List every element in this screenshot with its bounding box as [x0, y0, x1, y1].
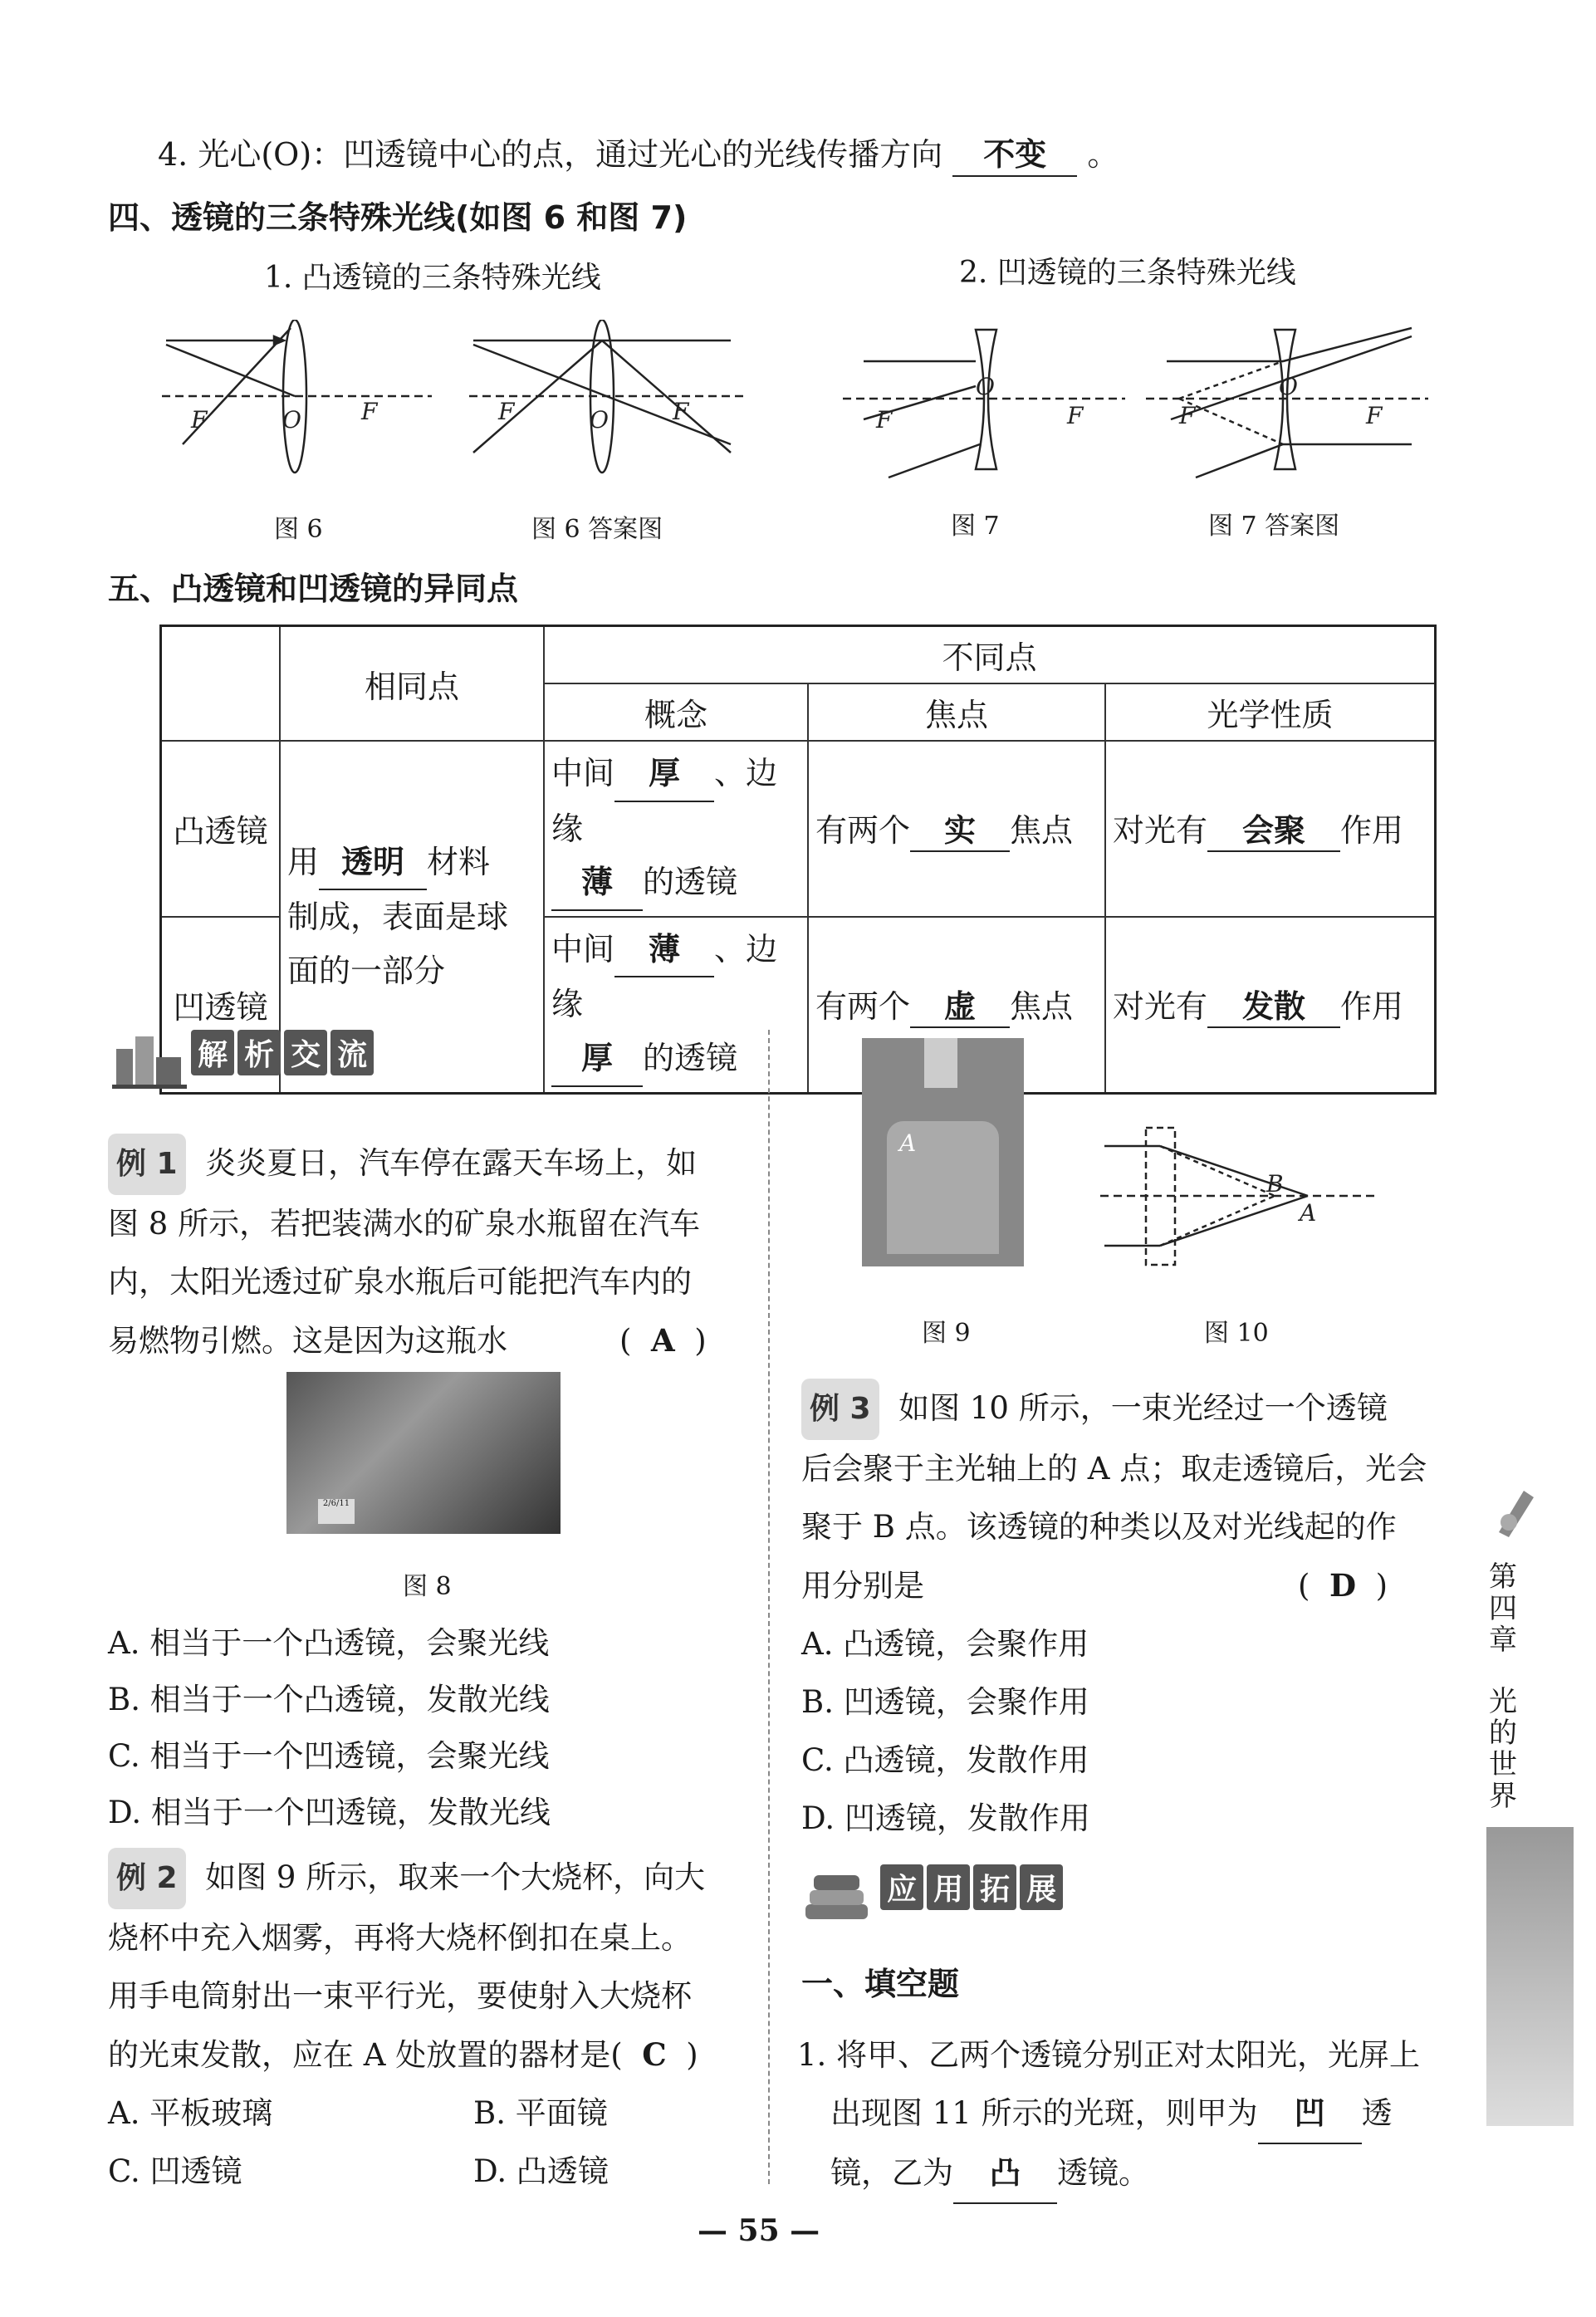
- ex1-answer: A: [650, 1322, 675, 1359]
- ex3-option-a: A. 凸透镜，会聚作用: [801, 1626, 1089, 1662]
- lens-diagrams: [158, 320, 1437, 494]
- fig6a-F-left: F: [498, 398, 515, 425]
- books-icon: [801, 1867, 876, 1925]
- fig7a-O: O: [1279, 373, 1298, 400]
- fig7a-F-left: F: [1179, 402, 1196, 429]
- ex2-label: 例 2: [108, 1848, 186, 1909]
- fig6-caption: 图 6: [274, 515, 323, 544]
- fig6-O: O: [282, 406, 301, 434]
- sidebar-bar: [1486, 1827, 1574, 2126]
- section4-sub2: 2. 凹透镜的三条特殊光线: [959, 256, 1296, 290]
- q1-answer1: 凹: [1258, 2084, 1362, 2144]
- section4-sub1: 1. 凸透镜的三条特殊光线: [264, 261, 601, 295]
- app-char-1: 应: [880, 1864, 923, 1910]
- fig9-caption: 图 9: [922, 1319, 971, 1348]
- photo-label: 2/6/11: [318, 1499, 355, 1524]
- cell-concave-concept: 中间 薄 、边缘 厚 的透镜: [544, 917, 808, 1093]
- ex1-option-d: D. 相当于一个凹透镜，发散光线: [108, 1795, 551, 1830]
- ex3-block: 例 3 如图 10 所示，一束光经过一个透镜 后会聚于主光轴上的 A 点；取走透镜后，光会 聚于 B 点。该透镜的种类以及对光线起的作 用分别是 ( D ) A. 凸透镜，会聚作用 B. 凹透镜，会聚作用 C. 凸透镜，发散作用 D. 凹透镜，发散作用: [801, 1379, 1427, 1848]
- fig7-O: O: [976, 373, 995, 400]
- header-same: 相同点: [280, 626, 544, 742]
- fig10-label-A: A: [1300, 1199, 1317, 1227]
- cell-convex-optics: 对光有 会聚 作用: [1105, 741, 1436, 917]
- fill-title: 一、填空题: [801, 1966, 960, 2002]
- building-icon: [112, 1032, 187, 1090]
- ex1-label: 例 1: [108, 1134, 186, 1195]
- cell-concave-focus: 有两个 虚 焦点: [808, 917, 1105, 1093]
- fig7-F-right: F: [1067, 402, 1084, 429]
- ex3-option-b: B. 凹透镜，会聚作用: [801, 1684, 1089, 1720]
- comparison-table: [159, 625, 1437, 1095]
- car-photo: [286, 1372, 561, 1534]
- analysis-header: [112, 1030, 377, 1090]
- app-char-4: 展: [1020, 1864, 1063, 1910]
- item4-text: 4. 光心(O)：凹透镜中心的点，通过光心的光线传播方向: [158, 136, 943, 173]
- q1-block: 1. 将甲、乙两个透镜分别正对太阳光，光屏上 出现图 11 所示的光斑，则甲为 凹 透 镜，乙为 凸 透镜。: [797, 2026, 1420, 2204]
- analysis-char-1: 解: [191, 1030, 234, 1075]
- cell-convex-focus: 有两个 实 焦点: [808, 741, 1105, 917]
- ex3-label: 例 3: [801, 1379, 879, 1440]
- fig9-label-A: A: [899, 1129, 917, 1157]
- ex2-answer: C: [642, 2036, 667, 2073]
- table-corner: [161, 626, 281, 742]
- page-number: — 55 —: [698, 2213, 820, 2248]
- fig7-answer-caption: 图 7 答案图: [1208, 512, 1340, 541]
- fig7-F-left: F: [876, 406, 893, 434]
- sidebar-title: 光的世界: [1489, 1685, 1517, 1813]
- fig10-label-B: B: [1266, 1170, 1284, 1198]
- fig8-caption: 图 8: [403, 1572, 452, 1601]
- item4-suffix: 。: [1087, 136, 1119, 173]
- item4-answer: 不变: [952, 135, 1077, 177]
- column-divider: [768, 1030, 770, 2184]
- analysis-char-4: 流: [330, 1030, 374, 1075]
- header-diff: 不同点: [544, 626, 1436, 684]
- fig6-answer-caption: 图 6 答案图: [531, 515, 663, 544]
- fig6a-O: O: [590, 406, 609, 434]
- header-focus: 焦点: [808, 683, 1105, 741]
- ex3-option-d: D. 凹透镜，发散作用: [801, 1800, 1090, 1836]
- sidebar-chapter: 第四章: [1489, 1560, 1517, 1657]
- fig7-caption: 图 7: [951, 512, 1000, 541]
- fig6a-F-right: F: [673, 398, 689, 425]
- ex1-option-b: B. 相当于一个凸透镜，发散光线: [108, 1682, 550, 1717]
- fig6-F-left: F: [191, 406, 208, 434]
- row-concave: 凹透镜: [161, 917, 281, 1093]
- fig9-photo: [862, 1038, 1024, 1266]
- q1-line1: 1. 将甲、乙两个透镜分别正对太阳光，光屏上: [797, 2037, 1421, 2073]
- cell-concave-optics: 对光有 发散 作用: [1105, 917, 1436, 1093]
- ex3-option-c: C. 凸透镜，发散作用: [801, 1742, 1089, 1778]
- section5-title: 五、凸透镜和凹透镜的异同点: [108, 571, 519, 607]
- ex2-block: 例 2 如图 9 所示，取来一个大烧杯，向大 烧杯中充入烟雾，再将大烧杯倒扣在桌上。 用手电筒射出一束平行光，要使射入大烧杯 的光束发散，应在 A 处放置的器材是( C ) A. 平板玻璃 B. 平面镜 C. 凹透镜 D. 凸透镜: [108, 1848, 705, 2201]
- application-header: [801, 1864, 1066, 1925]
- fig10-caption: 图 10: [1204, 1319, 1269, 1348]
- ex1-option-c: C. 相当于一个凹透镜，会聚光线: [108, 1738, 550, 1774]
- header-optics: 光学性质: [1105, 683, 1436, 741]
- header-concept: 概念: [544, 683, 808, 741]
- analysis-char-3: 交: [284, 1030, 327, 1075]
- fig7a-F-right: F: [1366, 402, 1383, 429]
- ex1-options: [108, 1615, 551, 1841]
- q1-answer2: 凸: [953, 2144, 1057, 2204]
- row-convex: 凸透镜: [161, 741, 281, 917]
- ex1-block: 例 1 炎炎夏日，汽车停在露天车场上，如 图 8 所示，若把装满水的矿泉水瓶留在汽车 内，太阳光透过矿泉水瓶后可能把汽车内的 易燃物引燃。这是因为这瓶水 ( A ): [108, 1134, 707, 1370]
- item4-line: [158, 135, 1119, 177]
- ex1-option-a: A. 相当于一个凸透镜，会聚光线: [108, 1625, 550, 1661]
- pen-icon: [1491, 1482, 1540, 1541]
- ex3-answer: D: [1329, 1567, 1357, 1604]
- app-char-3: 拓: [973, 1864, 1016, 1910]
- fig10-diagram: [1100, 1121, 1383, 1266]
- app-char-2: 用: [927, 1864, 970, 1910]
- section4-title: 四、透镜的三条特殊光线(如图 6 和图 7): [108, 199, 688, 236]
- analysis-char-2: 析: [237, 1030, 281, 1075]
- cell-same: 用 透明 材料 制成，表面是球 面的一部分: [280, 741, 544, 1093]
- fig6-F-right: F: [361, 398, 378, 425]
- cell-convex-concept: 中间 厚 、边缘 薄 的透镜: [544, 741, 808, 917]
